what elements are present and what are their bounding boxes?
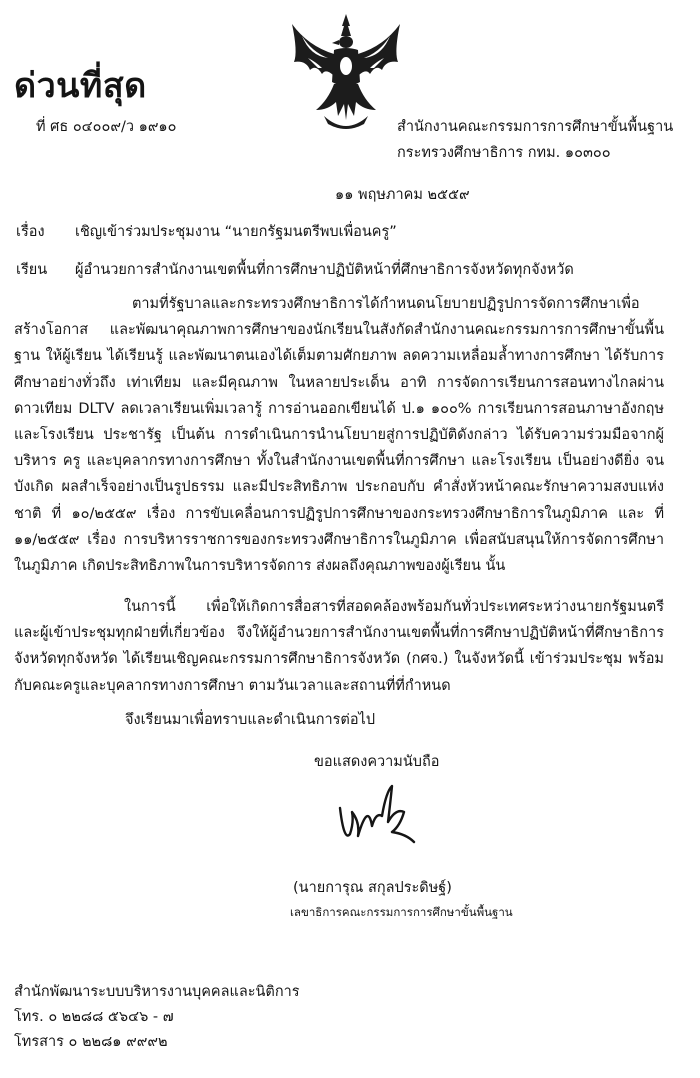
closing-line: จึงเรียนมาเพื่อทราบและดำเนินการต่อไป xyxy=(125,712,376,728)
salutation: ขอแสดงความนับถือ xyxy=(314,754,440,770)
document-date: ๑๑ พฤษภาคม ๒๕๕๙ xyxy=(335,187,470,203)
signatory-name: (นายการุณ สกุลประดิษฐ์) xyxy=(293,880,452,896)
footer-fax: โทรสาร ๐ ๒๒๘๑ ๙๙๙๒ xyxy=(14,1034,168,1050)
footer-phone: โทร. ๐ ๒๒๘๘ ๕๖๔๖ - ๗ xyxy=(14,1009,174,1025)
recipient-text: ผู้อำนวยการสำนักงานเขตพื้นที่การศึกษาปฏิบัติหน้าที่ศึกษาธิการจังหวัดทุกจังหวัด xyxy=(75,262,574,278)
recipient-label: เรียน xyxy=(16,262,48,278)
body-paragraph-1: ตามที่รัฐบาลและกระทรวงศึกษาธิการได้กำหนดนโยบายปฏิรูปการจัดการศึกษาเพื่อสร้างโอกาส และพัฒนาคุณภาพการศึกษาของนักเรียนในสังกัดสำนักงานคณะกรรมการการศึกษาขั้นพื้นฐาน ให้ผู้เรียน ได้เรียนรู้ และพัฒนาตนเองได้เต็มตามศักยภาพ ลดความเหลื่อมล้ำทางการศึกษา ได้รับการศึกษาอย่างทั่วถึง เท่าเทียม และมีคุณภาพ ในหลายประเด็น อาทิ การจัดการเรียนการสอนทางไกลผ่านดาวเทียม DLTV ลดเวลาเรียนเพิ่มเวลารู้ การอ่านออกเขียนได้ ป.๑ ๑๐๐% การเรียนการสอนภาษาอังกฤษ และโรงเรียน ประชารัฐ เป็นต้น การดำเนินการนำนโยบายสู่การปฏิบัติดังกล่าว ได้รับความร่วมมือจากผู้บริหาร ครู และบุคลากรทางการศึกษา ทั้งในสำนักงานเขตพื้นที่การศึกษา และโรงเรียน เป็นอย่างดียิ่ง จนบังเกิด ผลสำเร็จอย่างเป็นรูปธรรม และมีประสิทธิภาพ ประกอบกับ คำสั่งหัวหน้าคณะรักษาความสงบแห่งชาติ ที่ ๑๐/๒๕๕๙ เรื่อง การขับเคลื่อนการปฏิรูปการศึกษาของกระทรวงศึกษาธิการในภูมิภาค และ ที่ ๑๑/๒๕๕๙ เรื่อง การบริหารราชการของกระทรวงศึกษาธิการในภูมิภาค เพื่อสนับสนุนให้การจัดการศึกษาในภูมิภาค เกิดประสิทธิภาพในการบริหารจัดการ ส่งผลถึงคุณภาพของผู้เรียน นั้น xyxy=(14,296,664,575)
subject-label: เรื่อง xyxy=(16,224,45,240)
document-number: ที่ ศธ ๐๔๐๐๙/ว ๑๙๑๐ xyxy=(36,119,177,135)
footer-department: สำนักพัฒนาระบบบริหารงานบุคคลและนิติการ xyxy=(14,984,300,1000)
issuing-office: สำนักงานคณะกรรมการการศึกษาขั้นพื้นฐาน xyxy=(397,119,674,135)
signature-scribble xyxy=(330,782,420,848)
signatory-position: เลขาธิการคณะกรรมการการศึกษาขั้นพื้นฐาน xyxy=(290,905,513,919)
garuda-emblem-icon xyxy=(288,12,404,138)
subject-text: เชิญเข้าร่วมประชุมงาน “นายกรัฐมนตรีพบเพื่อนครู” xyxy=(75,224,397,240)
office-address: กระทรวงศึกษาธิการ กทม. ๑๐๓๐๐ xyxy=(397,145,611,161)
urgency-label: ด่วนที่สุด xyxy=(14,66,147,106)
body-paragraph-2: ในการนี้ เพื่อให้เกิดการสื่อสารที่สอดคล้องพร้อมกันทั่วประเทศระหว่างนายกรัฐมนตรี และผู้เข้าประชุมทุกฝ่ายที่เกี่ยวข้อง จึงให้ผู้อำนวยการสำนักงานเขตพื้นที่การศึกษาปฏิบัติหน้าที่ศึกษาธิการ จังหวัดทุกจังหวัด ได้เรียนเชิญคณะกรรมการศึกษาธิการจังหวัด (กศจ.) ในจังหวัดนี้ เข้าร่วมประชุม พร้อมกับคณะครูและบุคลากรทางการศึกษา ตามวันเวลาและสถานที่ที่กำหนด xyxy=(14,599,664,694)
